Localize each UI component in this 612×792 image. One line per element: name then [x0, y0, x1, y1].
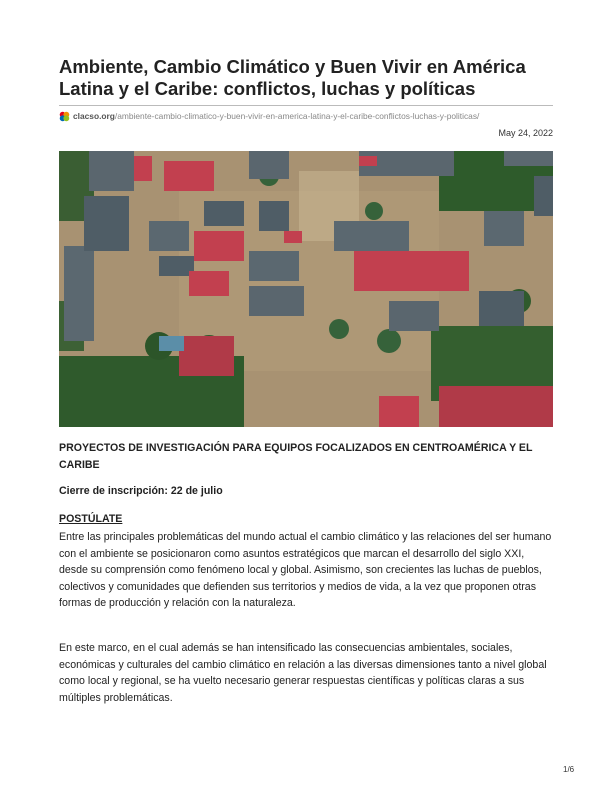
body-paragraph-1: Entre las principales problemáticas del mundo actual el cambio climático y las relaciones del ser humano con el ambiente se posicionaron como asuntos estratégicos que marcan el desarrollo del siglo XXI, desde su comprensión como fenómeno local y global. Asimismo, son crecientes las luchas de pueblos, colectivos y comunidades que defienden sus territorios y medios de vida, a la vez que proponen otras formas de producción y relación con la naturaleza.: [59, 531, 552, 609]
source-link[interactable]: [73, 111, 479, 121]
section-heading: PROYECTOS DE INVESTIGACIÓN PARA EQUIPOS FOCALIZADOS EN CENTROAMÉRICA Y EL CARIBE: [59, 442, 533, 471]
page-number: 1/6: [563, 765, 575, 774]
flood-aerial-photo: [59, 151, 553, 427]
source-url: [59, 109, 559, 123]
clacso-logo-icon: [59, 111, 70, 122]
deadline-text: Cierre de inscripción: 22 de julio: [59, 485, 223, 497]
publish-date: May 24, 2022: [498, 128, 553, 138]
title-divider: [59, 105, 553, 106]
body-paragraph-2: En este marco, en el cual además se han intensificado las consecuencias ambientales, sociales, económicas y culturales del cambio climático en relación a las diversas dimensiones tanto a nivel global como local y regional, se ha vuelto necesario generar respuestas científicas y políticas claras a sus múltiples problemáticas.: [59, 642, 547, 704]
source-domain: clacso.org: [73, 111, 115, 121]
source-path: /ambiente-cambio-climatico-y-buen-vivir-en-america-latina-y-el-caribe-conflictos-luchas-y-politicas/: [114, 111, 480, 121]
page-title: Ambiente, Cambio Climático y Buen Vivir en América Latina y el Caribe: conflictos, luchas y políticas: [59, 56, 526, 99]
apply-link[interactable]: POSTÚLATE: [59, 513, 123, 525]
